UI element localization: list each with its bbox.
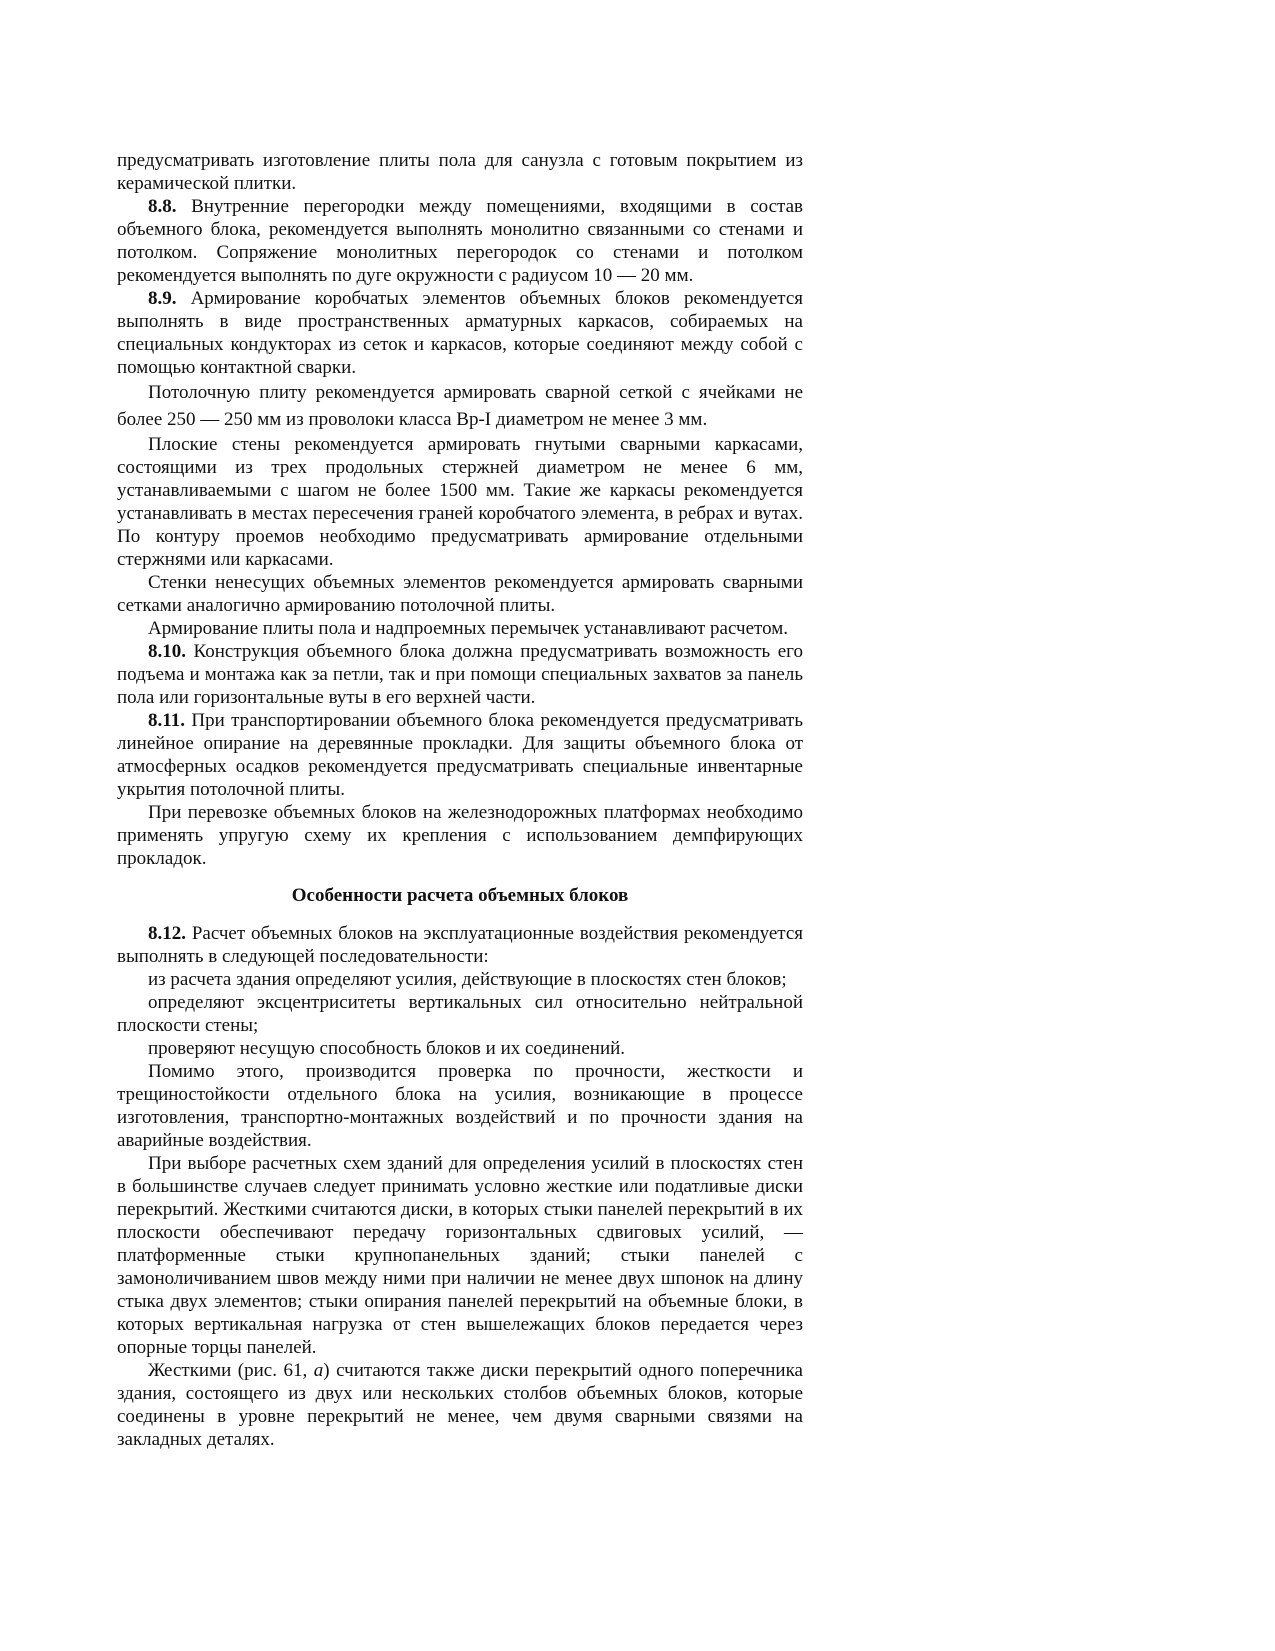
paragraph-floor-slab bbox=[117, 617, 803, 640]
paragraph-text: определяют эксцентриситеты вертикальных сил относительно нейтральной плоскости стены; bbox=[117, 992, 803, 1036]
figure-reference-letter: а bbox=[313, 1360, 324, 1381]
paragraph-rigid-disks bbox=[117, 1359, 803, 1451]
clause-number: 8.12. bbox=[148, 923, 186, 944]
paragraph-non-bearing-walls bbox=[117, 571, 803, 617]
paragraph-text: проверяют несущую способность блоков и их соединений. bbox=[148, 1038, 626, 1059]
paragraph-text: При транспортировании объемного блока рекомендуется предусматривать линейное опирание на деревянные прокладки. Для защиты объемного блока от атмосферных осадков рекомендуется предусматривать специальные инвентарные укрытия потолочной плиты. bbox=[117, 710, 803, 800]
paragraph-ceiling-slab bbox=[117, 379, 803, 433]
paragraph-8-9 bbox=[117, 287, 803, 379]
page-body bbox=[117, 149, 803, 1451]
paragraph-text: предусматривать изготовление плиты пола для санузла с готовым покрытием из керамической плитки. bbox=[117, 150, 803, 194]
paragraph-additional-checks bbox=[117, 1060, 803, 1152]
paragraph-text: Конструкция объемного блока должна предусматривать возможность его подъема и монтажа как за петли, так и при помощи специальных захватов за панель пола или горизонтальные вуты в его верхней части. bbox=[117, 641, 803, 708]
paragraph-text: При перевозке объемных блоков на железнодорожных платформах необходимо применять упругую схему их крепления с использованием демпфирующих прокладок. bbox=[117, 802, 803, 869]
paragraph-transport bbox=[117, 801, 803, 870]
paragraph-8-10 bbox=[117, 640, 803, 709]
paragraph-text: Армирование плиты пола и надпроемных перемычек устанавливают расчетом. bbox=[148, 618, 788, 639]
paragraph-text: Армирование коробчатых элементов объемных блоков рекомендуется выполнять в виде пространственных арматурных каркасов, собираемых на специальных кондукторах из сеток и каркасов, которые соединяют между собой с помощью контактной сварки. bbox=[117, 288, 803, 378]
paragraph-continuation bbox=[117, 149, 803, 195]
paragraph-8-11 bbox=[117, 709, 803, 801]
paragraph-text: из расчета здания определяют усилия, действующие в плоскостях стен блоков; bbox=[148, 969, 787, 990]
clause-number: 8.8. bbox=[148, 196, 177, 217]
paragraph-step-1 bbox=[117, 968, 803, 991]
paragraph-text: ) считаются также диски перекрытий одного поперечника здания, состоящего из двух или нескольких столбов объемных блоков, которые соединены в уровне перекрытий не менее, чем двумя сварными связями на закладных деталях. bbox=[117, 1360, 803, 1450]
paragraph-text: Помимо этого, производится проверка по прочности, жесткости и трещиностойкости отдельного блока на усилия, возникающие в процессе изготовления, транспортно-монтажных воздействий и по прочности здания на аварийные воздействия. bbox=[117, 1061, 803, 1151]
paragraph-text: Стенки ненесущих объемных элементов рекомендуется армировать сварными сетками аналогично армированию потолочной плиты. bbox=[117, 572, 803, 616]
section-heading: Особенности расчета объемных блоков bbox=[291, 885, 629, 906]
clause-number: 8.9. bbox=[148, 288, 177, 309]
paragraph-text: Плоские стены рекомендуется армировать гнутыми сварными каркасами, состоящими из трех продольных стержней диаметром не менее 6 мм, устанавливаемыми с шагом не более 1500 мм. Такие же каркасы рекомендуется устанавливать в местах пересечения граней коробчатого элемента, в ребрах и вутах. По контуру проемов необходимо предусматривать армирование отдельными стержнями или каркасами. bbox=[117, 434, 803, 570]
paragraph-8-8 bbox=[117, 195, 803, 287]
clause-number: 8.11. bbox=[148, 710, 185, 731]
paragraph-text: Расчет объемных блоков на эксплуатационные воздействия рекомендуется выполнять в следующей последовательности: bbox=[117, 923, 803, 967]
paragraph-design-schemes bbox=[117, 1152, 803, 1359]
paragraph-text: При выборе расчетных схем зданий для определения усилий в плоскостях стен в большинстве случаев следует принимать условно жесткие или податливые диски перекрытий. Жесткими считаются диски, в которых стыки панелей перекрытий в их плоскости обеспечивают передачу горизонтальных сдвиговых усилий, — платформенные стыки крупнопанельных зданий; стыки панелей с замоноличиванием швов между ними при наличии не менее двух шпонок на длину стыка двух элементов; стыки опирания панелей перекрытий на объемные блоки, в которых вертикальная нагрузка от стен вышележащих блоков передается через опорные торцы панелей. bbox=[117, 1153, 803, 1358]
paragraph-text: Внутренние перегородки между помещениями, входящими в состав объемного блока, рекомендуется выполнять монолитно связанными со стенами и потолком. Сопряжение монолитных перегородок со стенами и потолком рекомендуется выполнять по дуге окружности с радиусом 10 — 20 мм. bbox=[117, 196, 803, 286]
paragraph-flat-walls bbox=[117, 433, 803, 571]
paragraph-step-2 bbox=[117, 991, 803, 1037]
clause-number: 8.10. bbox=[148, 641, 186, 662]
paragraph-step-3 bbox=[117, 1037, 803, 1060]
paragraph-text: Жесткими (рис. 61, bbox=[148, 1360, 314, 1381]
paragraph-text: Потолочную плиту рекомендуется армировать сварной сеткой с ячейками не более 250 — 250 мм из проволоки класса Вр-I диаметром не менее 3 мм. bbox=[117, 382, 803, 430]
paragraph-8-12 bbox=[117, 922, 803, 968]
